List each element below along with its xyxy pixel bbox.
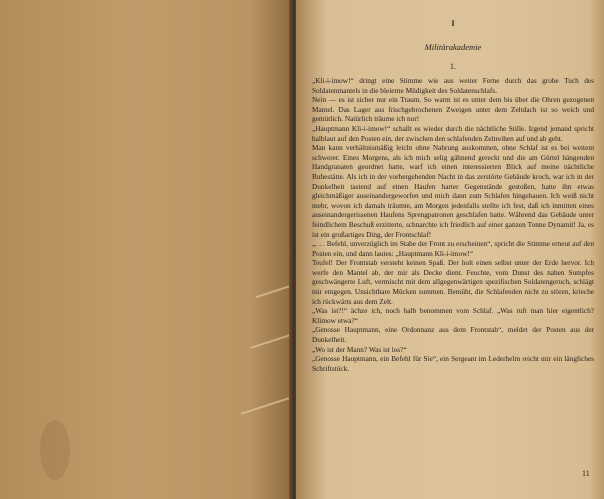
- left-page-blank: [0, 0, 293, 499]
- body-text: [312, 76, 594, 373]
- chapter-number: I: [451, 19, 455, 28]
- paragraph: „Genosse Hauptmann, eine Ordonnanz aus dem Frontstab“, meldet der Posten aus der Dunkelheit.: [312, 325, 594, 345]
- paper-stain: [40, 420, 70, 480]
- paragraph: „Was ist?!“ ächze ich, noch halb benommen vom Schlaf. „Was ruft man hier eigentlich? Klimow etwa?“: [312, 306, 594, 325]
- paper-crease: [241, 397, 289, 414]
- paragraph: „Kli-i-imow!“ dringt eine Stimme wie aus weiter Ferne durch das grobe Tuch des Soldatenmantels in die bleierne Müdigkeit des Soldatenschlafs.: [312, 76, 594, 95]
- paragraph: Nein — es ist sicher nur ein Traum. So warm ist es unter dem bis über die Ohren gezogenen Mantel. Das Lager aus frischgebrochenen Zweigen unter dem Zeltdach ist so weich und gemütlich. Natürlich träume ich nur!: [312, 95, 594, 124]
- paragraph: „. . . Befehl, unverzüglich im Stabe der Front zu erscheinen“, spricht die Stimme erneut auf den Posten ein, und dann lautes: „Hauptmann Kli-i-imow!“: [312, 239, 594, 258]
- chapter-title: Militärakademie: [424, 42, 482, 52]
- paragraph: „Wo ist der Mann? Was ist los?“: [312, 344, 407, 354]
- section-number: 1.: [450, 62, 456, 71]
- paragraph: Teufel! Der Frontstab versteht keinen Spaß. Der holt einen selbst unter der Erde hervor. Ich werfe den Mantel ab, der mir als Decke dient. Feuchte, vom Dunst des nahen Sumpfes geschwängerte Luft, vermischt mit dem allgegenwärtigen spezifischen Soldatengeruch, schlägt mir entgegen. Unsichtbare Mücken summen. Bemüht, die Schlafenden nicht zu stören, krieche ich rückwärts aus dem Zelt.: [312, 258, 594, 306]
- paragraph: „Hauptmann Kli-i-imow!“ schallt es wieder durch die nächtliche Stille. Irgend jemand spricht halblaut auf den Posten ein, der zwischen den schlafenden Zeltreihen auf und ab geht.: [312, 123, 594, 143]
- paragraph: Man kann verhältnismäßig leicht ohne Nahrung auskommen, ohne Schlaf ist es bei weitem schwerer. Eines Morgens, als ich mich selig gähnend gereckt und die am Gürtel hängenden Handgranaten geordnet hatte, warf ich einen interessierten Blick auf meine nächtliche Ruhestätte. Als ich in der vorhergehenden Nacht in das zerstörte Gebäude kroch, war ich in der Dunkelheit tastend auf einen Haufen harter Gegenstände gestoßen, hatte ihn etwas gleichmäßiger auseinandergeworfen und mich dann zum Schlafen hingehauen. Ich weiß nicht mehr, wovon ich damals träumte, am Morgen jedenfalls stellte ich fest, daß ich inmitten eines auseinandergerissenen Haufens Sprengpatronen geschlafen hatte. Während das Gebäude unter feindlichem Beschuß erzitterte, schnarchte ich friedlich auf einer ganzen Tonne Dynamit! Ja, es ist ein großartiges Ding, der Frontschlaf!: [312, 143, 594, 239]
- paragraph: „Genosse Hauptmann, ein Befehl für Sie“, ein Sergeant im Lederhelm reicht mir ein längliches Schriftstück.: [312, 354, 594, 373]
- paper-crease: [251, 333, 293, 348]
- page-number: 11: [582, 469, 590, 478]
